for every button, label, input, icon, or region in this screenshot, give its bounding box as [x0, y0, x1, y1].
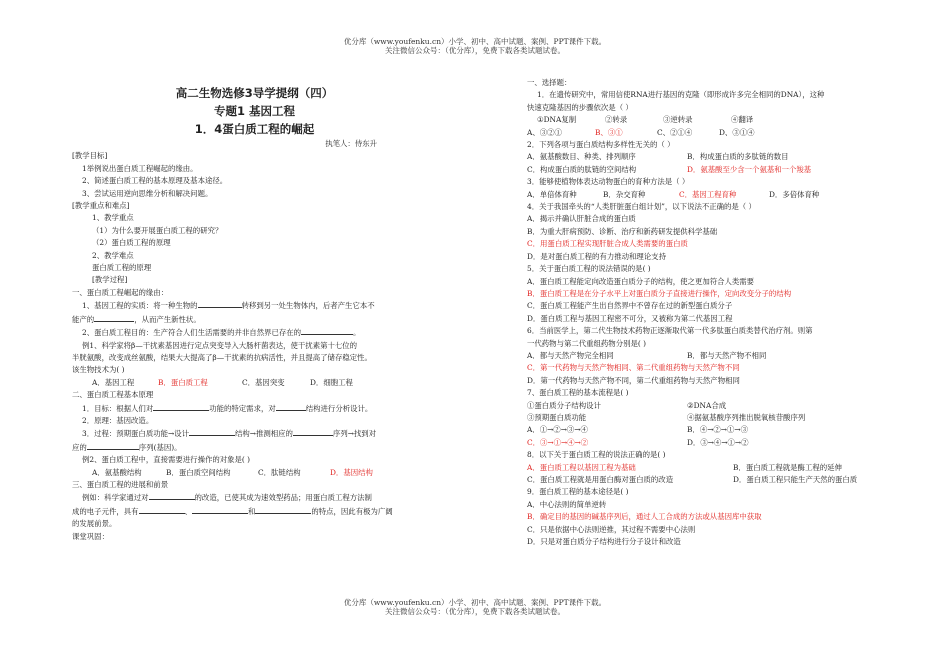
key-point-1a: （1）为什么要开展蛋白质工程的研究？ [92, 225, 223, 235]
example-2-question: 例2、蛋白质工程中，直接需要进行操作的对象是( ) [82, 455, 251, 465]
q8-question: 8．以下关于蛋白质工程的说法正确的是( ) [527, 450, 666, 460]
q4-option-b[interactable]: B．为重大肝病预防、诊断、治疗和新药研发提供科学基础 [527, 226, 718, 236]
option-d[interactable]: D．多倍体育种 [769, 189, 820, 199]
q3-question: 3．能够使植物体表达动物蛋白的育种方法是（ ） [527, 177, 690, 187]
q7-steps-34: ③预期蛋白质功能 ④据氨基酸序列推出脱氧核苷酸序列 [527, 412, 806, 422]
key-point-2a: 蛋白质工程的原理 [92, 263, 152, 273]
consolidation-heading: 课堂巩固： [72, 531, 109, 541]
page-header [0, 37, 950, 55]
q4-option-c[interactable]: C．用蛋白质工程实现肝脏合成人类需要的蛋白质 [527, 239, 688, 249]
q7-options-ab [527, 424, 887, 436]
section-3-heading: 三、蛋白质工程的进展和前景 [72, 479, 169, 489]
option-d[interactable]: D．细胞工程 [310, 377, 353, 387]
blank[interactable] [149, 491, 195, 500]
blank[interactable] [198, 299, 242, 308]
section-1-item-1: 1、基因工程的实质：将一种生物的 转移到另一处生物体内，后者产生它本不 [82, 301, 375, 311]
goal-2: 2、简述蛋白质工程的基本原理及基本途径。 [82, 176, 228, 186]
lesson-title: 1．4蛋白质工程的崛起 [194, 122, 315, 136]
example-1-line-2: 半胱氨酸，改变成丝氨酸，结果大大提高了β—干扰素的抗病活性，并且提高了储存稳定性。 [72, 352, 372, 362]
option-d[interactable]: D．基因结构 [330, 467, 373, 477]
q7-steps-12: ①蛋白质分子结构设计 ②DNA合成 [527, 400, 727, 410]
q7-options-cd [527, 437, 887, 449]
q8-options-cd [527, 474, 887, 486]
option-d[interactable]: D．氨基酸至少含一个氨基和一个羧基 [687, 164, 812, 174]
q7-question: 7、蛋白质工程的基本流程是( ) [527, 388, 629, 398]
key-heading: [教学重点和难点] [72, 201, 130, 211]
example-2-options [72, 467, 437, 479]
q5-question: 5．关于蛋白质工程的说法错误的是( ) [527, 264, 651, 274]
example-1-line-3: 该生物技术为( ) [72, 365, 125, 375]
option-d[interactable]: D．③→④→①→② [687, 437, 749, 447]
key-point-1b: （2）蛋白质工程的原理 [92, 238, 171, 248]
blank[interactable] [139, 505, 185, 514]
section-3-line-1: 例如：科学家通过对 的改造，已使其成为速效型药品；用蛋白质工程方法制 [82, 493, 372, 503]
option-c[interactable]: C．基因突变 [242, 377, 285, 387]
q2-question: 2．下列各项与蛋白质结构多样性无关的（ ） [527, 140, 675, 150]
example-1-line-1: 例1、科学家将β—干扰素基因进行定点突变导入大肠杆菌表达，使干扰素第十七位的 [82, 340, 358, 350]
q6-line-2: 一代药物与第二代重组药物分别是( ) [527, 338, 646, 348]
goal-3: 3、尝试运用逆向思维分析和解决问题。 [82, 188, 213, 198]
author-line: 执笔人：侍东升 [325, 139, 377, 148]
q1-line-2: 快速克隆基因的步骤依次是（ ） [527, 102, 633, 112]
header-line-2: 关注微信公众号：（优分库），免费下载各类试题试卷。 [385, 46, 565, 55]
example-1-options [72, 377, 437, 389]
section-3-line-2: 成的电子元件，具有 、 和 的特点，因此有极为广阔 [72, 506, 393, 516]
blank[interactable] [189, 427, 235, 436]
q1-steps: ①DNA复制 ②转录 ③逆转录 ④翻译 [537, 115, 754, 125]
q6-option-c[interactable]: C．第一代药物与天然产物相同、第二代重组药物与天然产物不同 [527, 363, 740, 373]
q9-option-d[interactable]: D．只是对蛋白质分子结构进行分子设计和改造 [527, 537, 681, 547]
q2-options-cd [527, 164, 887, 176]
section-1-item-1-cont: 能产的 ，从而产生新性状。 [72, 314, 201, 324]
left-column [72, 84, 437, 543]
option-c[interactable]: C．蛋白质工程就是用蛋白酶对蛋白质的改造 [527, 475, 674, 484]
option-b[interactable]: B．蛋白质空间结构 [166, 467, 231, 477]
section-2-item-1: 1．目标：根据人们对 功能的特定需求，对 结构进行分析设计。 [82, 403, 373, 413]
option-a[interactable]: A．基因工程 [92, 377, 135, 387]
q5-option-b[interactable]: B．蛋白质工程是在分子水平上对蛋白质分子直接进行操作，定向改变分子的结构 [527, 288, 792, 298]
option-b[interactable]: B．杂交育种 [603, 189, 646, 199]
footer-line-2: 关注微信公众号：（优分库），免费下载各类试题试卷。 [385, 607, 565, 616]
q9-option-c[interactable]: C．只是依据中心法则逆推，其过程不需要中心法则 [527, 524, 696, 534]
key-point-1: 1、教学重点 [92, 213, 134, 223]
option-b[interactable]: B、③① [595, 127, 623, 137]
option-b[interactable]: B．蛋白质工程 [158, 377, 208, 387]
right-column [527, 77, 887, 548]
doc-title: 高二生物选修3导学提纲（四） [175, 86, 334, 100]
q4-question: 4．关于我国牵头的“人类肝脏蛋白组计划”，以下说法不正确的是（ ） [527, 202, 756, 212]
option-a[interactable]: A．氨基酸结构 [92, 467, 142, 477]
q9-option-b[interactable]: B．确定目的基因的碱基序列后，通过人工合成的方法或从基因库中获取 [527, 512, 762, 522]
q5-option-a[interactable]: A．蛋白质工程能定向改造蛋白质分子的结构，使之更加符合人类需要 [527, 276, 755, 286]
q5-option-d[interactable]: D．蛋白质工程与基因工程密不可分，又被称为第二代基因工程 [527, 313, 733, 323]
option-b[interactable]: B．都与天然产物不相同 [687, 350, 767, 360]
q5-option-c[interactable]: C．蛋白质工程能产生出自然界中不曾存在过的新型蛋白质分子 [527, 301, 733, 311]
doc-subtitle: 专题1 基因工程 [213, 104, 295, 118]
blank[interactable] [276, 402, 306, 411]
option-b[interactable]: B．蛋白质工程就是酶工程的延伸 [733, 462, 842, 472]
option-a[interactable]: A．蛋白质工程以基因工程为基础 [527, 462, 636, 472]
section-2-item-2: 2．原理：基因改造。 [82, 415, 154, 425]
section-1-item-2: 2、蛋白质工程目的：生产符合人们生活需要的并非自然界已存在的 。 [82, 328, 361, 338]
q8-options-ab [527, 462, 887, 474]
q3-options [527, 189, 887, 201]
q4-option-a[interactable]: A．揭示并确认肝脏合成的蛋白质 [527, 214, 636, 224]
q6-options-ab [527, 350, 887, 362]
option-c[interactable]: C．构成蛋白质的肽链的空间结构 [527, 164, 637, 174]
option-c[interactable]: C．③→①→④→② [527, 437, 589, 447]
blank[interactable] [293, 427, 333, 436]
blank[interactable] [87, 441, 139, 450]
blank[interactable] [255, 505, 311, 514]
option-b[interactable]: B．④→②→①→③ [687, 425, 748, 435]
q4-option-d[interactable]: D．是对蛋白质工程的有力推动和理论支持 [527, 251, 666, 261]
option-a[interactable]: A．单倍体育种 [527, 189, 577, 199]
option-a[interactable]: A．①→②→③→④ [527, 425, 588, 435]
page-footer [0, 598, 950, 616]
option-c[interactable]: C．肽链结构 [258, 467, 301, 477]
blank[interactable] [192, 505, 248, 514]
footer-line-1: 优分库（www.youfenku.cn）小学、初中、高中试题、案例、PPT课件下载。 [343, 598, 607, 607]
exercise-heading: 一、选择题： [527, 78, 572, 87]
option-d[interactable]: D．蛋白质工程只能生产天然的蛋白质 [733, 475, 858, 484]
option-c[interactable]: C．基因工程育种 [679, 189, 737, 199]
option-a[interactable]: A、③②① [527, 127, 562, 137]
option-c[interactable]: C、②①④ [657, 127, 693, 137]
blank[interactable] [94, 313, 134, 322]
section-3-line-3: 的发展前景。 [72, 519, 117, 529]
goal-1: 1举例说出蛋白质工程崛起的缘由。 [82, 163, 198, 173]
option-a[interactable]: A．都与天然产物完全相同 [527, 350, 614, 360]
section-2-item-3-cont: 应的 序列(基因)。 [72, 442, 182, 452]
option-d[interactable]: D、③①④ [719, 127, 755, 137]
q2-options-ab [527, 151, 887, 163]
blank[interactable] [301, 326, 353, 335]
q1-line-1: 1．在遗传研究中，常用信使RNA进行基因的克隆（即形成许多完全相同的DNA），这种 [537, 90, 825, 100]
q6-line-1: 6．当前医学上，第二代生物技术药物正逐渐取代第一代多肽蛋白质类替代治疗剂。则第 [527, 326, 813, 336]
section-1-heading: 一、蛋白质工程崛起的缘由： [72, 287, 169, 297]
key-point-2: 2、教学难点 [92, 250, 134, 260]
q1-options [527, 127, 887, 139]
blank[interactable] [153, 402, 209, 411]
header-line-1: 优分库（www.youfenku.cn）小学、初中、高中试题、案例、PPT课件下载。 [343, 37, 607, 46]
section-2-item-3: 3．过程：预期蛋白质功能→设计 结构→推测相应的 序列→找到对 [82, 429, 377, 439]
q9-option-a[interactable]: A．中心法则的简单逆转 [527, 499, 607, 509]
process-heading: [教学过程] [92, 275, 128, 285]
goals-heading: [教学目标] [72, 151, 108, 161]
q9-question: 9．蛋白质工程的基本途径是( ) [527, 487, 629, 497]
section-2-heading: 二、蛋白质工程基本原理 [72, 390, 154, 400]
option-b[interactable]: B．构成蛋白质的多肽链的数目 [687, 152, 789, 162]
option-a[interactable]: A．氨基酸数目、种类、排列顺序 [527, 152, 636, 162]
q6-option-d[interactable]: D．第一代药物与天然产物不同，第二代重组药物与天然产物相同 [527, 375, 740, 385]
